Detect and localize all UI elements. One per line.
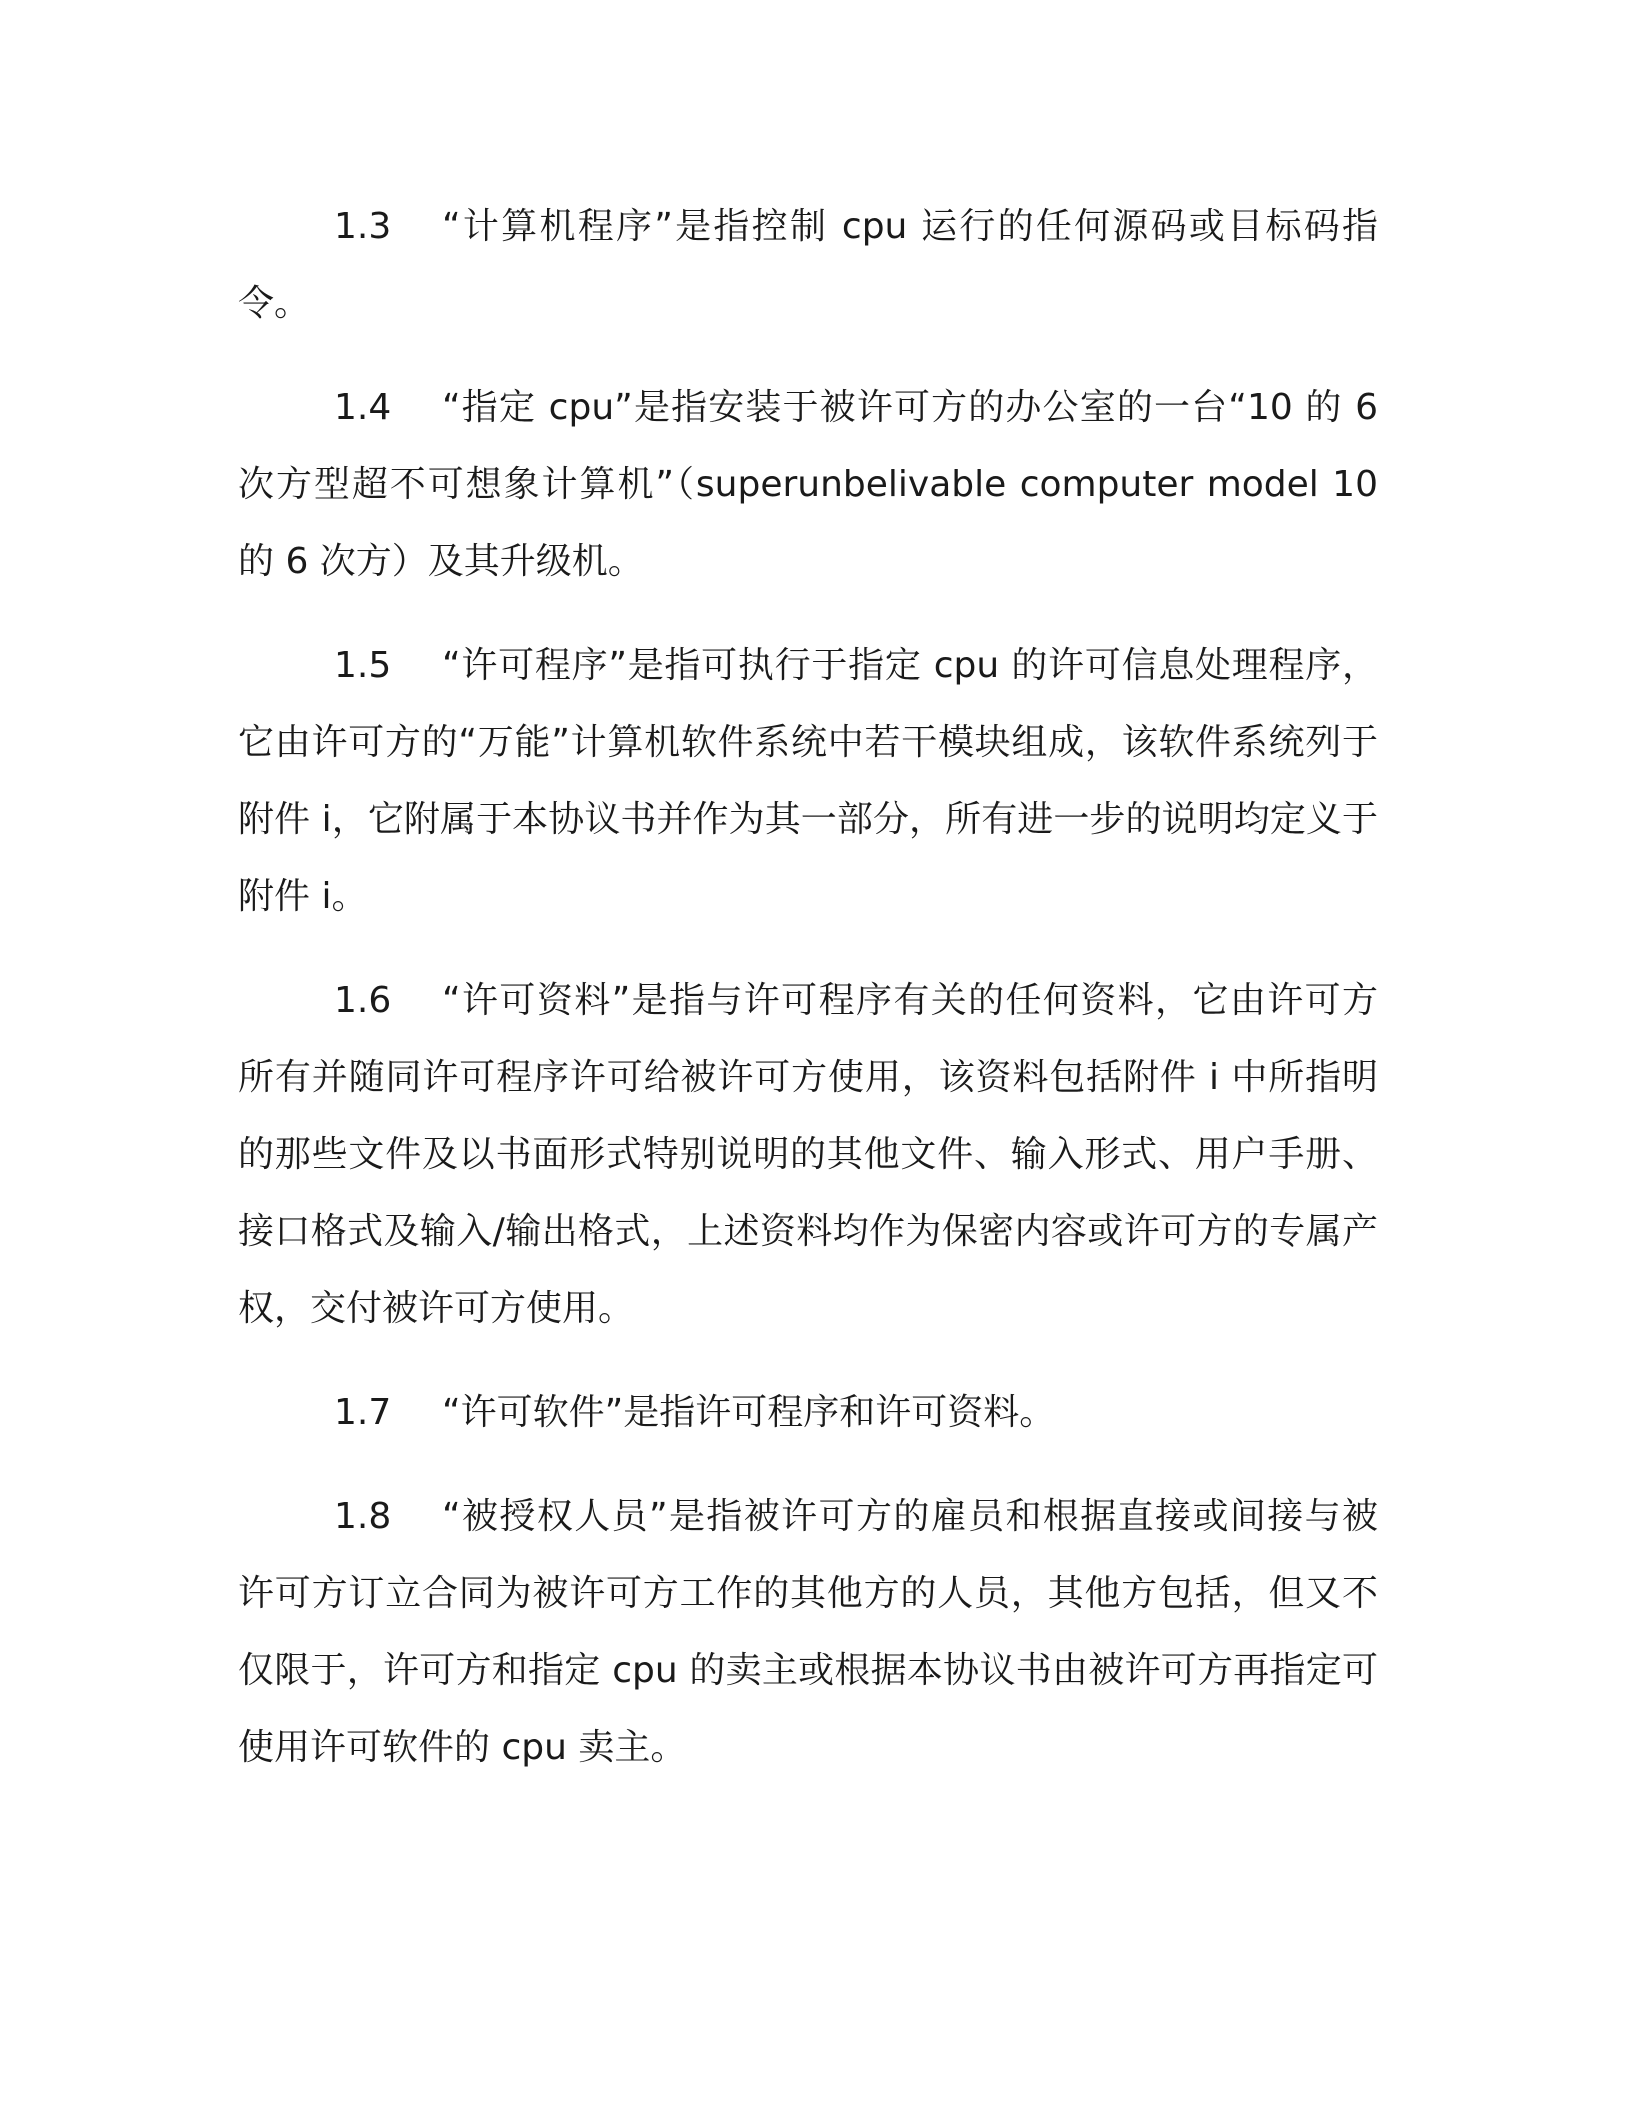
clause-1-5 [238, 627, 1378, 935]
clause-1-7 [238, 1374, 1378, 1451]
clause-text: “被授权人员”是指被许可方的雇员和根据直接或间接与被许可方订立合同为被许可方工作的其他方的人员，其他方包括，但又不仅限于，许可方和指定 cpu 的卖主或根据本协议书由被许可方再指定可使用许可软件的 cpu 卖主。 [238, 1496, 1378, 1768]
clause-text: “指定 cpu”是指安装于被许可方的办公室的一台“10 的 6 次方型超不可想象计算机”（superunbelivable computer model 10 的 6 次方）及其升级机。 [238, 387, 1378, 582]
clause-number: 1.7 [334, 1392, 392, 1433]
clause-text: “许可程序”是指可执行于指定 cpu 的许可信息处理程序，它由许可方的“万能”计算机软件系统中若干模块组成，该软件系统列于附件 i，它附属于本协议书并作为其一部分，所有进一步的说明均定义于附件 i。 [238, 645, 1378, 917]
clause-text: “许可软件”是指许可程序和许可资料。 [442, 1392, 1056, 1433]
clause-number: 1.4 [334, 387, 392, 428]
clause-1-4 [238, 369, 1378, 600]
clause-text: “计算机程序”是指控制 cpu 运行的任何源码或目标码指令。 [238, 206, 1378, 324]
clause-1-6 [238, 962, 1378, 1347]
document-body [238, 188, 1378, 1786]
clause-1-3 [238, 188, 1378, 342]
clause-number: 1.6 [334, 980, 392, 1021]
clause-number: 1.3 [334, 206, 392, 247]
clause-1-8 [238, 1478, 1378, 1786]
clause-number: 1.5 [334, 645, 392, 686]
clause-text: “许可资料”是指与许可程序有关的任何资料，它由许可方所有并随同许可程序许可给被许可方使用，该资料包括附件 i 中所指明的那些文件及以书面形式特别说明的其他文件、输入形式、用户手册、接口格式及输入/输出格式，上述资料均作为保密内容或许可方的专属产权，交付被许可方使用。 [238, 980, 1378, 1329]
clause-number: 1.8 [334, 1496, 392, 1537]
